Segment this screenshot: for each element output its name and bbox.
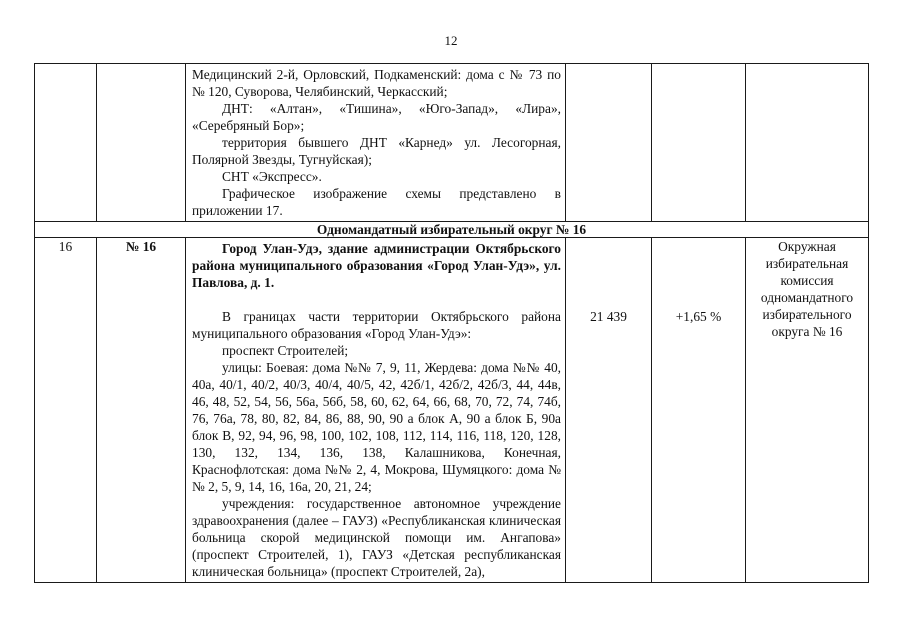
cell-empty [97,64,186,222]
continuation-line: СНТ «Экспресс». [222,169,322,184]
district-paragraph: улицы: Боевая: дома №№ 7, 9, 11, Жердева: дома №№ 40, 40а, 40/1, 40/2, 40/3, 40/4, 40/5, 42, 42б/1, 42б/2, 42б/3, 44, 44в, 46, 48, 52, 54, 56, 56а, 56б, 58, 60, 62, 64, 66, 68, 70, 72, 74, 74б, 76, 76а, 78, 80, 82, 84, 86, 88, 90, 90 а блок А, 90 а блок Б, 90а блок В, 92, 94, 96, 98, 100, 102, 108, 112, 114, 116, 118, 120, 128, 130, 132, 134, 136, 138, Калашникова, Конечная, Краснофлотская: дома №№ 2, 4, Мокрова, Шумяцкого: дома №№ 2, 5, 9, 14, 16, 16а, 20, 21, 24; [192,360,561,494]
continuation-line: Медицинский 2-й, Орловский, Подкаменский: дома с № 73 по № 120, Суворова, Челябинский, Черкасский; [192,67,561,99]
district-row [35,238,869,583]
cell-empty [35,64,97,222]
district-address: Город Улан-Удэ, здание администрации Октябрьского района муниципального образования «Город Улан-Удэ», ул. Павлова, д. 1. [192,241,561,290]
district-paragraph: В границах части территории Октябрьского района муниципального образования «Город Улан-Удэ»: [192,309,561,341]
district-header-row [35,222,869,238]
continuation-line: ДНТ: «Алтан», «Тишина», «Юго-Запад», «Лира», «Серебряный Бор»; [192,101,561,133]
district-paragraph: учреждения: государственное автономное учреждение здравоохранения (далее – ГАУЗ) «Республиканская клиническая больница скорой медицинской помощи им. Ангапова» (проспект Строителей, 1), ГАУЗ «Детская республиканская клиническая больница» (проспект Строителей, 2а), [192,496,561,579]
continuation-line: Графическое изображение схемы представлено в приложении 17. [192,186,561,218]
cell-empty [746,64,869,222]
district-description [186,238,566,583]
district-number: № 16 [97,238,186,583]
continuation-line: территория бывшего ДНТ «Карнед» ул. Лесогорная, Полярной Звезды, Тугнуйская); [192,135,561,167]
row-number: 16 [35,238,97,583]
voters-count: 21 439 [566,238,652,583]
cell-empty [652,64,746,222]
continuation-row [35,64,869,222]
deviation-value: +1,65 % [652,238,746,583]
districts-table [34,63,869,583]
cell-empty [566,64,652,222]
district-paragraph: проспект Строителей; [222,343,349,358]
page-number: 12 [444,33,458,48]
commission-name: Окружная избирательная комиссия одномандатного избирательного округа № 16 [746,238,869,583]
continuation-text [186,64,566,222]
district-header: Одномандатный избирательный округ № 16 [35,222,869,238]
